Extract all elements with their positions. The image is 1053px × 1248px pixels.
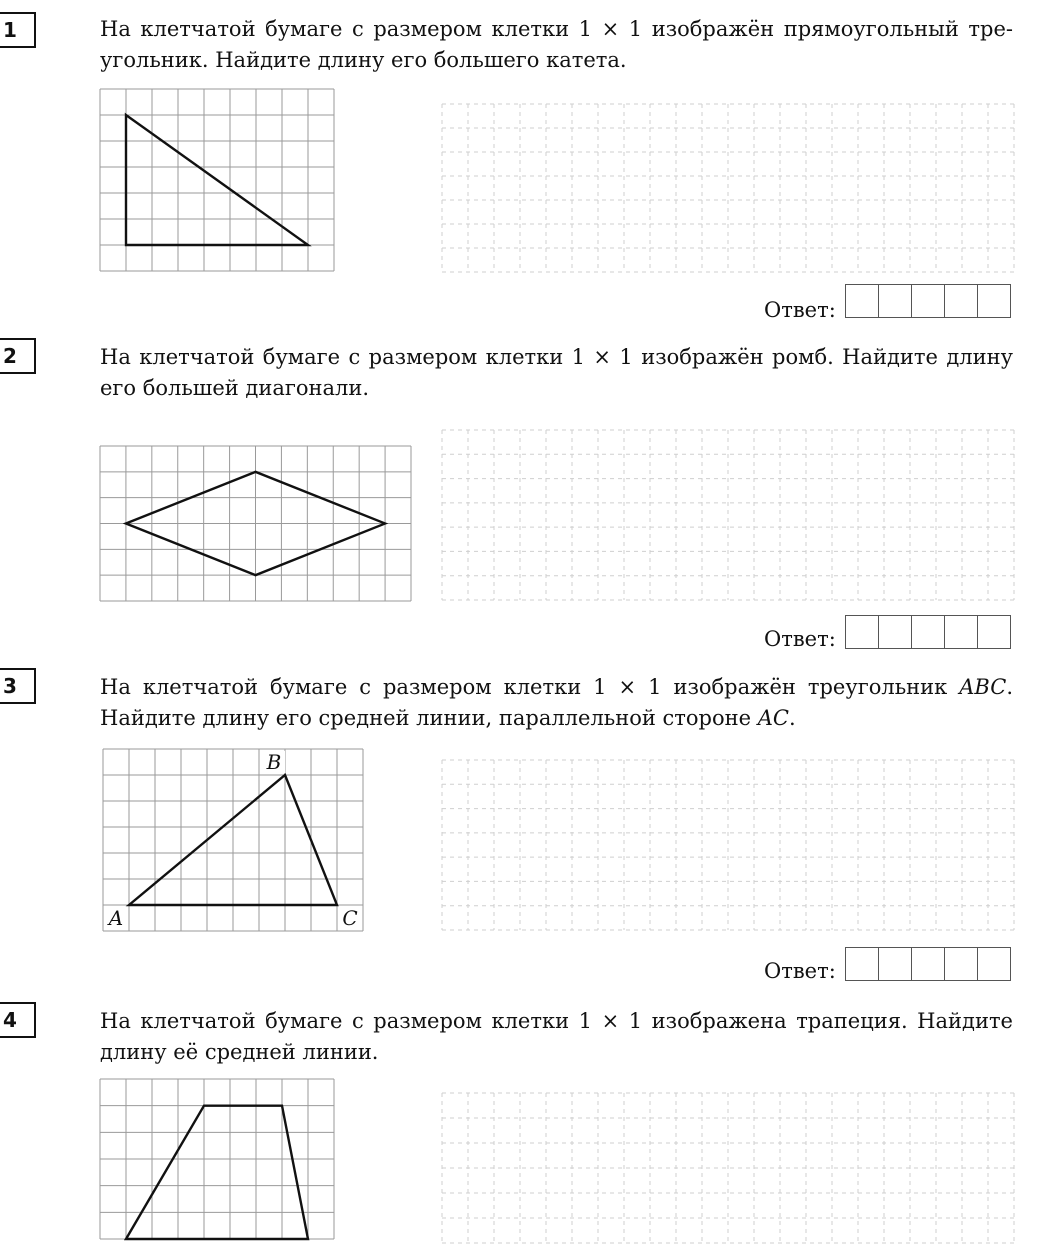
problem-text-line: угольник. Найдите длину его большего катета.: [100, 48, 627, 72]
answer-cell[interactable]: [879, 285, 912, 317]
grid-lines: [100, 1079, 334, 1239]
answer-cell[interactable]: [846, 285, 879, 317]
problem-text-line: длину её средней линии.: [100, 1040, 379, 1064]
answer-cell[interactable]: [945, 948, 978, 980]
answer-cell[interactable]: [978, 948, 1010, 980]
figure-rhombus: [100, 446, 411, 601]
draft-grid: [442, 1093, 1014, 1243]
problem-text-line: На клетчатой бумаге с размером клетки 1 × 1 изображён ромб. Найдите длину: [100, 345, 1013, 369]
answer-field[interactable]: [845, 284, 1011, 318]
answer-cell[interactable]: [978, 616, 1010, 648]
answer-field[interactable]: [845, 947, 1011, 981]
grid-lines: [103, 749, 363, 931]
draft-grid: [442, 760, 1014, 930]
answer-cell[interactable]: [945, 285, 978, 317]
vertex-label-a: A: [108, 906, 124, 930]
problem-text-line: На клетчатой бумаге с размером клетки 1 × 1 изображена трапеция. Найдите: [100, 1009, 1013, 1033]
problem-number: 3: [0, 668, 36, 704]
answer-label: Ответ:: [764, 959, 836, 983]
answer-cell[interactable]: [912, 616, 945, 648]
figure-trapezoid: [100, 1079, 334, 1239]
answer-cell[interactable]: [846, 616, 879, 648]
draft-grid: [442, 104, 1014, 272]
problem-text: [100, 1006, 1013, 1068]
answer-field[interactable]: [845, 615, 1011, 649]
problem-text-line: На клетчатой бумаге с размером клетки 1 × 1 изображён треугольник ABC.: [100, 675, 1013, 699]
problem-text: [100, 342, 1013, 404]
problem-number: 2: [0, 338, 36, 374]
problem-text-line: его большей диагонали.: [100, 376, 370, 400]
problem-text: [100, 672, 1013, 734]
answer-cell[interactable]: [846, 948, 879, 980]
answer-cell[interactable]: [912, 285, 945, 317]
vertex-label-c: C: [342, 906, 358, 930]
answer-cell[interactable]: [879, 948, 912, 980]
vertex-label-b: B: [266, 750, 282, 774]
problem-number: 1: [0, 12, 36, 48]
problem-text-line: На клетчатой бумаге с размером клетки 1 × 1 изображён прямоугольный тре-: [100, 17, 1013, 41]
grid-lines: [100, 446, 411, 601]
answer-cell[interactable]: [945, 616, 978, 648]
problem-number: 4: [0, 1002, 36, 1038]
problem-text: [100, 14, 1013, 76]
answer-label: Ответ:: [764, 298, 836, 322]
answer-cell[interactable]: [978, 285, 1010, 317]
problem-text-line: Найдите длину его средней линии, параллельной стороне AC.: [100, 706, 796, 730]
answer-cell[interactable]: [912, 948, 945, 980]
shape-trapezoid: [126, 1106, 308, 1239]
figure-right-triangle: [100, 89, 334, 271]
figure-triangle-abc: [103, 749, 363, 931]
answer-label: Ответ:: [764, 627, 836, 651]
answer-cell[interactable]: [879, 616, 912, 648]
shape-right-triangle: [126, 115, 308, 245]
draft-grid: [442, 430, 1014, 600]
